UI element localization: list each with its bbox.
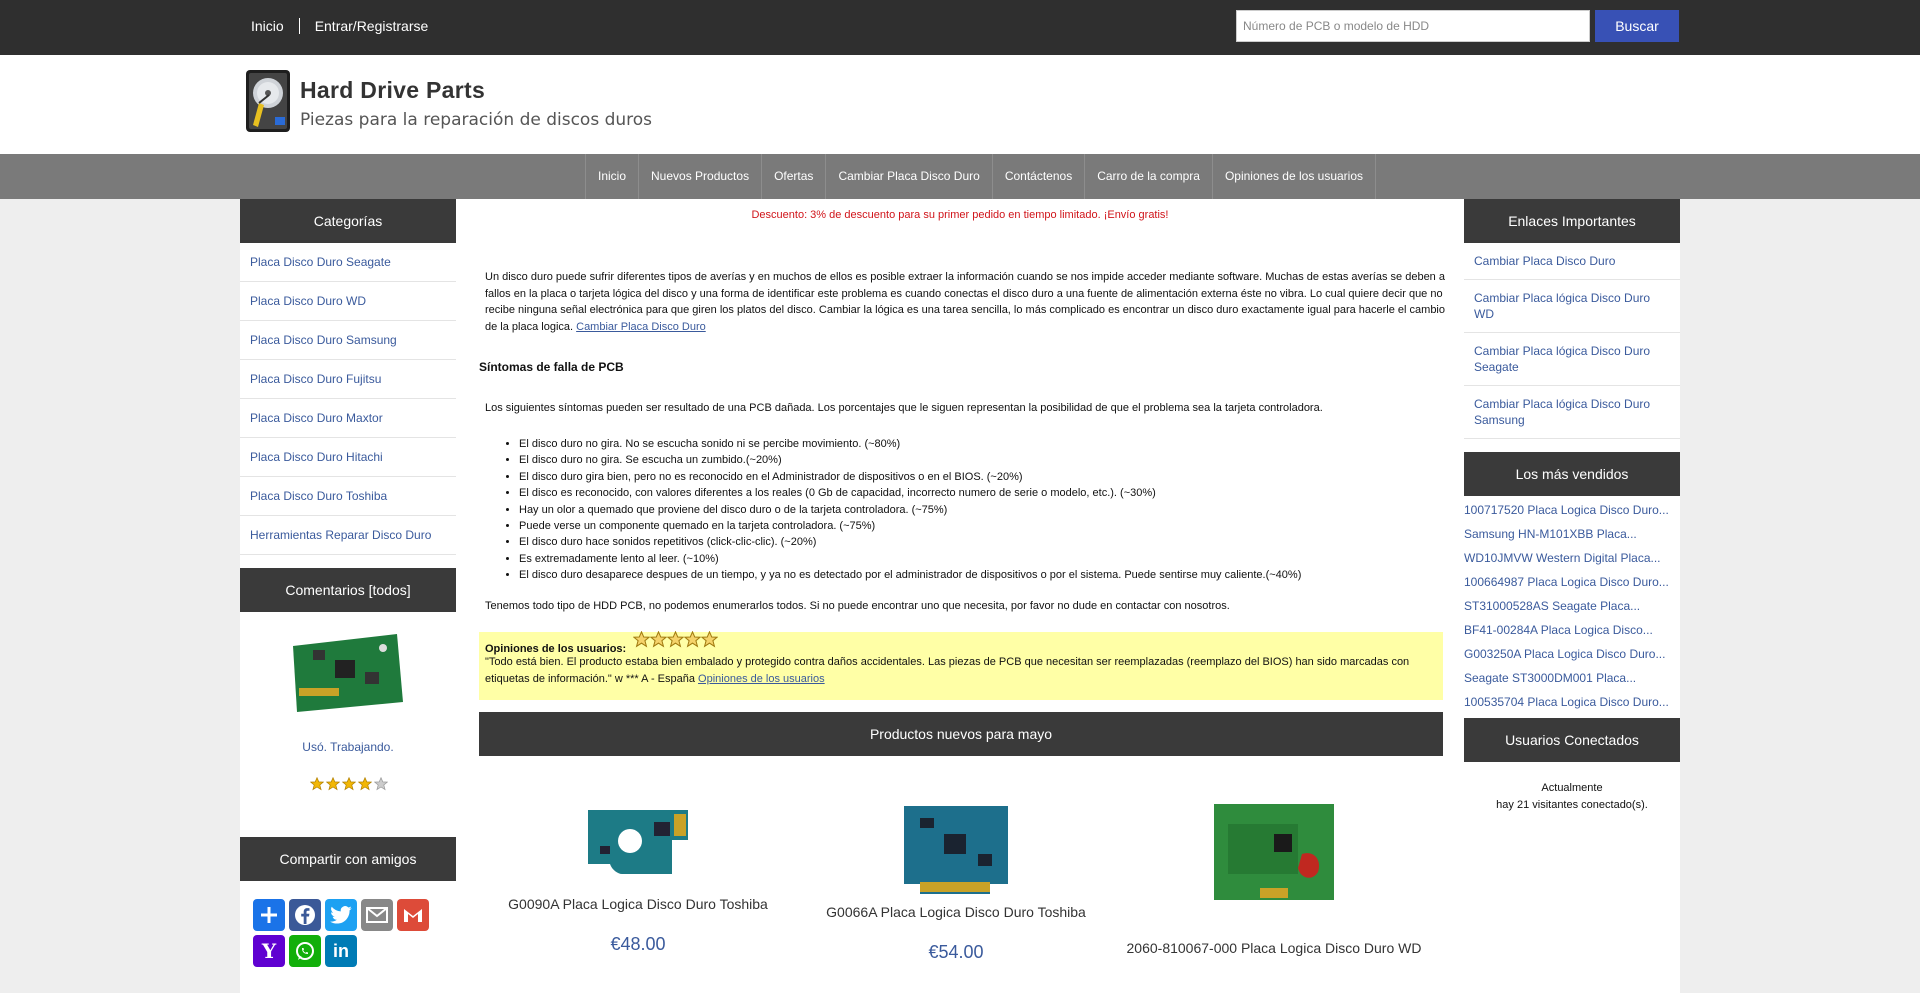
gmail-icon[interactable] [397,899,429,931]
search-button[interactable]: Buscar [1595,10,1679,42]
category-link[interactable]: Placa Disco Duro Hitachi [250,450,383,464]
category-item[interactable] [240,516,456,555]
category-item[interactable] [240,477,456,516]
top-bar [0,0,1920,55]
intro-link[interactable]: Cambiar Placa Disco Duro [576,320,706,333]
category-link[interactable]: Placa Disco Duro WD [250,294,367,308]
site-subtitle: Piezas para la reparación de discos duros [300,110,653,130]
spacer [240,555,456,568]
important-links-heading: Enlaces Importantes [1464,199,1680,243]
review-label: Opiniones de los usuarios: [485,643,627,655]
nav-item-ofertas[interactable]: Ofertas [762,154,826,199]
symptom-item: • El disco duro hace sonidos repetitivos (click-clic-clic). (~20%) [519,534,1301,550]
best-seller-item[interactable] [1464,670,1680,686]
best-seller-item[interactable] [1464,550,1680,566]
new-products-heading: Productos nuevos para mayo [479,712,1443,756]
star-icon [633,631,650,648]
search-input[interactable] [1236,10,1590,42]
star-icon [358,777,372,791]
important-link[interactable]: Cambiar Placa lógica Disco Duro Samsung [1474,397,1651,427]
comment-product-image[interactable] [287,626,407,716]
symptoms-title: Síntomas de falla de PCB [479,360,624,374]
online-users-line1: Actualmente [1541,782,1603,794]
main-nav [0,154,1920,199]
top-nav-divider [299,18,300,34]
important-link-item[interactable] [1464,386,1680,439]
share-icon[interactable] [253,899,285,931]
product-name[interactable]: G0090A Placa Logica Disco Duro Toshiba [508,896,768,912]
product-price: €48.00 [610,934,666,954]
nav-item-carro[interactable]: Carro de la compra [1085,154,1213,199]
symptoms-intro: Los siguientes síntomas pueden ser resultado de una PCB dañada. Los porcentajes que le siguen representan la posibilidad de que el problema sea la tarjeta controladora. [485,402,1323,414]
best-sellers-heading: Los más vendidos [1464,452,1680,496]
best-seller-link[interactable]: BF41-00284A Placa Logica Disco... [1464,623,1653,637]
product-image[interactable] [1214,804,1334,900]
product-name[interactable]: G0066A Placa Logica Disco Duro Toshiba [826,904,1086,920]
top-nav [251,18,428,34]
category-link[interactable]: Placa Disco Duro Maxtor [250,411,383,425]
email-icon[interactable] [361,899,393,931]
star-icon [326,777,340,791]
share-heading: Compartir con amigos [240,837,456,881]
star-icon [310,777,324,791]
best-seller-item[interactable] [1464,574,1680,590]
intro-paragraph [485,269,1445,335]
category-item[interactable] [240,360,456,399]
category-link[interactable]: Placa Disco Duro Samsung [250,333,397,347]
symptom-item: • El disco duro desaparece despues de un tiempo, y ya no es detectado por el administrador de dispositivos o por el sistema. Puede sentirse muy caliente.(~40%) [519,567,1301,583]
site-title: Hard Drive Parts [300,77,486,103]
important-link-item[interactable] [1464,333,1680,386]
symptom-item: • Hay un olor a quemado que proviene del disco duro o de la tarjeta controladora. (~75%) [519,502,1301,518]
review-link[interactable]: Opiniones de los usuarios [698,673,825,685]
yahoo-icon[interactable]: Y [253,935,285,967]
best-seller-link[interactable]: 100664987 Placa Logica Disco Duro... [1464,575,1669,589]
best-seller-item[interactable] [1464,502,1680,518]
top-nav-login-link[interactable]: Entrar/Registrarse [314,18,429,34]
symptom-item: • El disco duro no gira. No se escucha sonido ni se percibe movimiento. (~80%) [519,436,1301,452]
category-item[interactable] [240,282,456,321]
left-sidebar [240,199,456,993]
category-link[interactable]: Placa Disco Duro Fujitsu [250,372,382,386]
product-image[interactable] [898,804,1014,896]
best-seller-link[interactable]: ST31000528AS Seagate Placa... [1464,599,1641,613]
twitter-icon[interactable] [325,899,357,931]
best-seller-item[interactable] [1464,622,1680,638]
symptom-item: • Puede verse un componente quemado en la tarjeta controladora. (~75%) [519,518,1301,534]
category-item[interactable] [240,438,456,477]
online-users-heading: Usuarios Conectados [1464,718,1680,762]
best-seller-link[interactable]: Seagate ST3000DM001 Placa... [1464,671,1637,685]
nav-item-cambiar-placa[interactable]: Cambiar Placa Disco Duro [826,154,992,199]
comment-text[interactable]: Usó. Trabajando. [302,740,394,754]
star-icon [650,631,667,648]
category-link[interactable]: Placa Disco Duro Seagate [250,255,391,269]
review-rating [633,631,718,648]
symptom-item: • El disco es reconocido, con valores diferentes a los reales (0 Gb de capacidad, incorrecto numero de serie o modelo, etc.). (~30%) [519,485,1301,501]
top-nav-home-link[interactable]: Inicio [251,18,284,34]
spacer [1464,439,1680,452]
important-link-item[interactable] [1464,243,1680,280]
nav-item-inicio[interactable]: Inicio [586,154,639,199]
product-card[interactable] [488,804,788,955]
best-seller-item[interactable] [1464,598,1680,614]
best-seller-item[interactable] [1464,526,1680,542]
star-icon [701,631,718,648]
important-links-list [1464,243,1680,439]
online-users-line2: hay 21 visitantes conectado(s). [1496,799,1648,811]
best-seller-link[interactable]: WD10JMVW Western Digital Placa... [1464,551,1661,565]
comment-rating [310,777,388,791]
star-icon [342,777,356,791]
nav-item-opiniones[interactable]: Opiniones de los usuarios [1213,154,1376,199]
symptoms-outro: Tenemos todo tipo de HDD PCB, no podemos enumerarlos todos. Si no puede encontrar uno que necesita, por favor no dude en contactar con nosotros. [485,600,1230,612]
comment-box [240,612,456,837]
category-item[interactable] [240,243,456,282]
nav-item-contactenos[interactable]: Contáctenos [993,154,1085,199]
online-users-info [1464,762,1680,814]
comments-heading[interactable]: Comentarios [todos] [240,568,456,612]
product-price: €54.00 [928,942,984,962]
main-content [456,199,1464,993]
product-image[interactable] [582,804,694,879]
symptoms-list [519,436,1301,584]
categories-heading: Categorías [240,199,456,243]
review-text: "Todo está bien. El producto estaba bien embalado y protegido contra daños accidentales. Las piezas de PCB que necesitan ser reemplazadas (reemplazo del BIOS) han sido marcadas con etiquetas de información." w *** A - España [485,656,1410,685]
symptom-item: • El disco duro no gira. Se escucha un zumbido.(~20%) [519,452,1301,468]
intro-text: Un disco duro puede sufrir diferentes tipos de averías y en muchos de ellos es posible extraer la información cuando se nos impide acceder mediante software. Muchas de estas averías se deben a fallos en la placa o tarjeta lógica del disco y una forma de identificar este problema es cuando conectas el disco duro a una fuente de alimentación externa éste no vibra. Lo cual quiere decir que no recibe ninguna señal electrónica para que giren los platos del disco. Cambiar la lógica es una tarea sencilla, lo más complicado es encontrar un disco duro exactamente igual para hacerle el cambio de la placa logica. [485,271,1445,333]
symptom-item: • Es extremadamente lento al leer. (~10%) [519,551,1301,567]
best-seller-link[interactable]: G003250A Placa Logica Disco Duro... [1464,647,1666,661]
best-seller-link[interactable]: 100717520 Placa Logica Disco Duro... [1464,503,1669,517]
hard-drive-logo-icon[interactable] [245,69,291,133]
site-header [0,55,1920,154]
category-item[interactable] [240,399,456,438]
category-link[interactable]: Herramientas Reparar Disco Duro [250,528,432,542]
important-link-item[interactable] [1464,280,1680,333]
categories-list [240,243,456,555]
important-link[interactable]: Cambiar Placa lógica Disco Duro Seagate [1474,344,1651,374]
share-icons [240,881,456,967]
best-seller-item[interactable] [1464,694,1680,710]
product-card[interactable] [1124,804,1424,956]
facebook-icon[interactable] [289,899,321,931]
discount-banner: Descuento: 3% de descuento para su primer pedido en tiempo limitado. ¡Envío gratis! [751,209,1169,221]
right-sidebar [1464,199,1680,993]
star-empty-icon [374,777,388,791]
star-icon [667,631,684,648]
best-seller-link[interactable]: Samsung HN-M101XBB Placa... [1464,527,1637,541]
symptom-item: • El disco duro gira bien, pero no es reconocido en el Administrador de dispositivos o en el BIOS. (~20%) [519,469,1301,485]
star-icon [684,631,701,648]
product-name[interactable]: 2060-810067-000 Placa Logica Disco Duro WD [1126,940,1422,956]
important-link[interactable]: Cambiar Placa Disco Duro [1474,254,1616,268]
category-link[interactable]: Placa Disco Duro Toshiba [250,489,388,503]
best-seller-link[interactable]: 100535704 Placa Logica Disco Duro... [1464,695,1669,709]
review-box [479,632,1443,700]
nav-item-nuevos-productos[interactable]: Nuevos Productos [639,154,762,199]
whatsapp-icon[interactable] [289,935,321,967]
product-card[interactable] [806,804,1106,963]
important-link[interactable]: Cambiar Placa lógica Disco Duro WD [1474,291,1651,321]
category-item[interactable] [240,321,456,360]
linkedin-icon[interactable]: in [325,935,357,967]
best-sellers-list [1464,496,1680,710]
best-seller-item[interactable] [1464,646,1680,662]
